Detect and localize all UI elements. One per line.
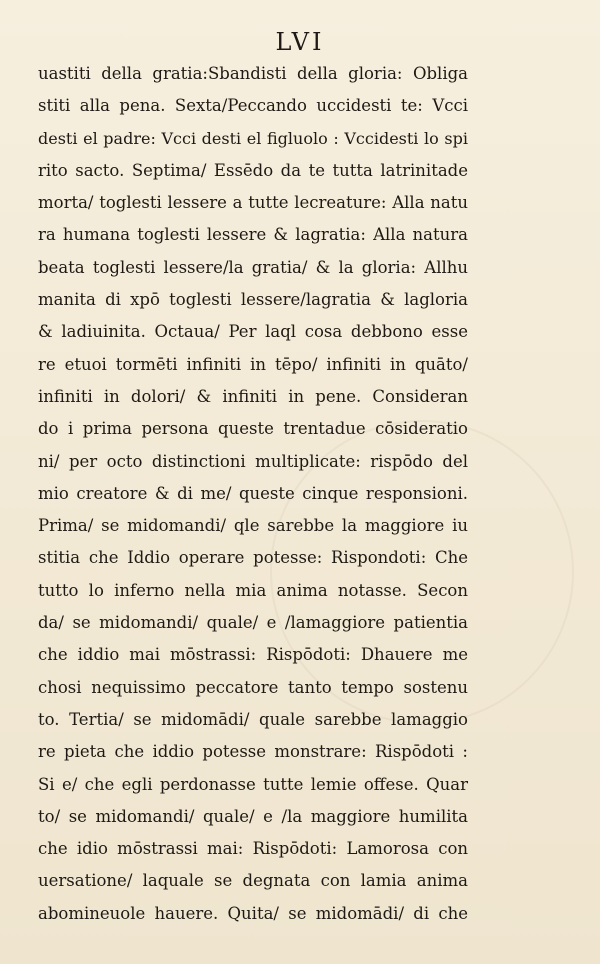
text-line: ni/ per octo distinctioni multiplicate: rispōdo del — [38, 451, 468, 471]
text-line: da/ se midomandi/ quale/ e /lamaggiore patientia — [38, 613, 468, 633]
text-block — [38, 58, 468, 930]
text-line: stiti alla pena. Sexta/Peccando uccidesti te: Vcci — [38, 96, 468, 116]
text-line: mio creatore & di me/ queste cinque responsioni. — [38, 483, 468, 503]
text-line: infiniti in dolori/ & infiniti in pene. Consideran — [38, 386, 468, 406]
text-line: & ladiuinita. Octaua/ Per laql cosa debbono esse — [38, 322, 468, 342]
text-line: morta/ toglesti lessere a tutte lecreature: Alla natu — [38, 193, 468, 213]
folio-number: LVI — [275, 28, 325, 56]
text-line: Prima/ se midomandi/ qle sarebbe la maggiore iu — [38, 516, 468, 536]
text-line: desti el padre: Vcci desti el figluolo : Vccidesti lo spi — [38, 128, 468, 148]
text-line: to/ se midomandi/ quale/ e /la maggiore humilita — [38, 806, 468, 826]
text-line: uastiti della gratia:Sbandisti della gloria: Obliga — [38, 64, 468, 83]
text-line: stitia che Iddio operare potesse: Rispondoti: Che — [38, 548, 468, 568]
text-line: chosi nequissimo peccatore tanto tempo sostenu — [38, 677, 468, 697]
text-line: abomineuole hauere. Quita/ se midomādi/ di che — [38, 903, 468, 923]
text-line: to. Tertia/ se midomādi/ quale sarebbe lamaggio — [38, 709, 468, 729]
text-line: manita di xpō toglesti lessere/lagratia & lagloria — [38, 290, 468, 310]
text-line: re pieta che iddio potesse monstrare: Rispōdoti : — [38, 742, 468, 762]
text-line: beata toglesti lessere/la gratia/ & la gloria: Allhu — [38, 257, 468, 277]
text-line: che idio mōstrassi mai: Rispōdoti: Lamorosa con — [38, 839, 468, 859]
text-line: do i prima persona queste trentadue cōsideratio — [38, 419, 468, 439]
text-line: Si e/ che egli perdonasse tutte lemie offese. Quar — [38, 774, 468, 794]
text-line: ra humana toglesti lessere & lagratia: Alla natura — [38, 225, 468, 245]
text-line: tutto lo inferno nella mia anima notasse. Secon — [38, 580, 468, 600]
text-line: uersatione/ laquale se degnata con lamia anima — [38, 871, 468, 891]
text-line: che iddio mai mōstrassi: Rispōdoti: Dhauere me — [38, 645, 468, 665]
text-line: rito sacto. Septima/ Essēdo da te tutta latrinitade — [38, 160, 468, 180]
text-line: re etuoi tormēti infiniti in tēpo/ infiniti in quāto/ — [38, 354, 468, 374]
